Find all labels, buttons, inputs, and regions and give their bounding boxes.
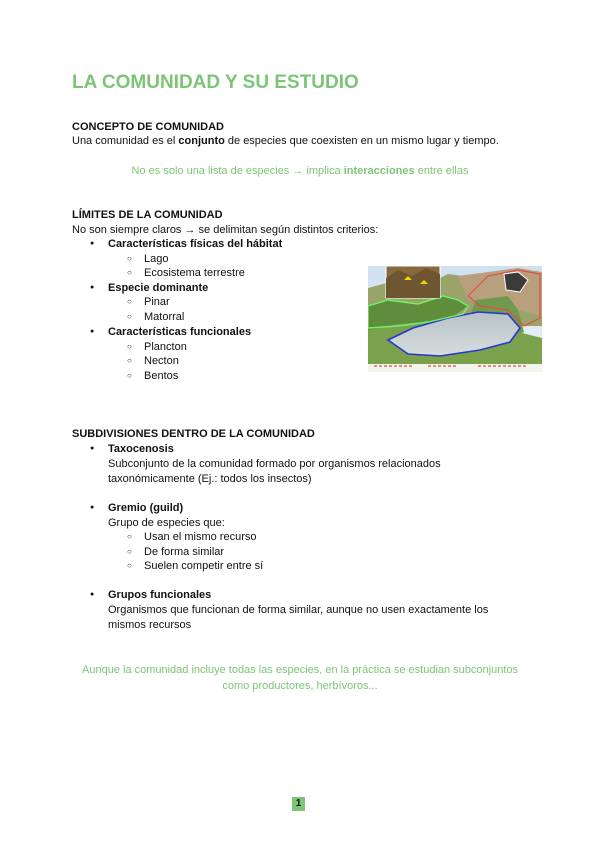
criterion-item-label: Lago xyxy=(144,253,169,265)
criterion-item-label: Matorral xyxy=(144,311,185,323)
page-title: LA COMUNIDAD Y SU ESTUDIO xyxy=(72,72,359,93)
limites-intro: No son siempre claros → se delimitan según distintos criterios: xyxy=(72,224,379,236)
gremio-item-label: Suelen competir entre sí xyxy=(144,560,264,572)
section-heading-limites: LÍMITES DE LA COMUNIDAD xyxy=(72,209,223,221)
taxocenosis-description xyxy=(108,457,441,487)
criterion-item-label: Pinar xyxy=(144,296,170,308)
gremio-intro: Grupo de especies que: xyxy=(108,517,225,529)
note-text-before: No es solo una lista de especies → implica xyxy=(131,165,344,177)
criterion-label: Características físicas del hábitat xyxy=(108,238,283,250)
definition-text-after: de especies que coexisten en un mismo lugar y tiempo. xyxy=(224,135,499,147)
concepto-definition xyxy=(72,135,499,147)
criterion-item-label: Plancton xyxy=(144,341,187,353)
section-heading-concepto: CONCEPTO DE COMUNIDAD xyxy=(72,121,224,133)
criterion-item-label: Necton xyxy=(144,355,179,367)
note-text-bold: interacciones xyxy=(343,165,415,177)
gremio-item-label: De forma similar xyxy=(144,546,225,558)
subdivision-label: Gremio (guild) xyxy=(108,502,184,514)
lake-landscape-photo xyxy=(368,266,542,372)
final-note xyxy=(0,662,600,694)
final-note-line: como productores, herbívoros... xyxy=(222,680,378,692)
criterion-label: Especie dominante xyxy=(108,282,209,294)
concepto-note xyxy=(0,165,600,177)
note-text-after: entre ellas xyxy=(414,165,469,177)
description-line: mismos recursos xyxy=(108,619,192,631)
criterion-item-label: Bentos xyxy=(144,370,179,382)
criterion-item-label: Ecosistema terrestre xyxy=(144,267,245,279)
subdivision-label: Taxocenosis xyxy=(108,443,174,455)
description-line: Organismos que funcionan de forma similar, aunque no usen exactamente los xyxy=(108,604,489,616)
section-heading-subdivisiones: SUBDIVISIONES DENTRO DE LA COMUNIDAD xyxy=(72,428,315,440)
definition-text-bold: conjunto xyxy=(178,135,225,147)
description-line: Subconjunto de la comunidad formado por organismos relacionados xyxy=(108,458,441,470)
subdivision-label: Grupos funcionales xyxy=(108,589,212,601)
gremio-item-label: Usan el mismo recurso xyxy=(144,531,257,543)
grupos-description xyxy=(108,603,488,633)
description-line: taxonómicamente (Ej.: todos los insectos) xyxy=(108,473,312,485)
definition-text-before: Una comunidad es el xyxy=(72,135,179,147)
criterion-label: Características funcionales xyxy=(108,326,252,338)
final-note-line: Aunque la comunidad incluye todas las especies, en la práctica se estudian subconjuntos xyxy=(82,664,518,676)
page-number: 1 xyxy=(292,797,305,811)
